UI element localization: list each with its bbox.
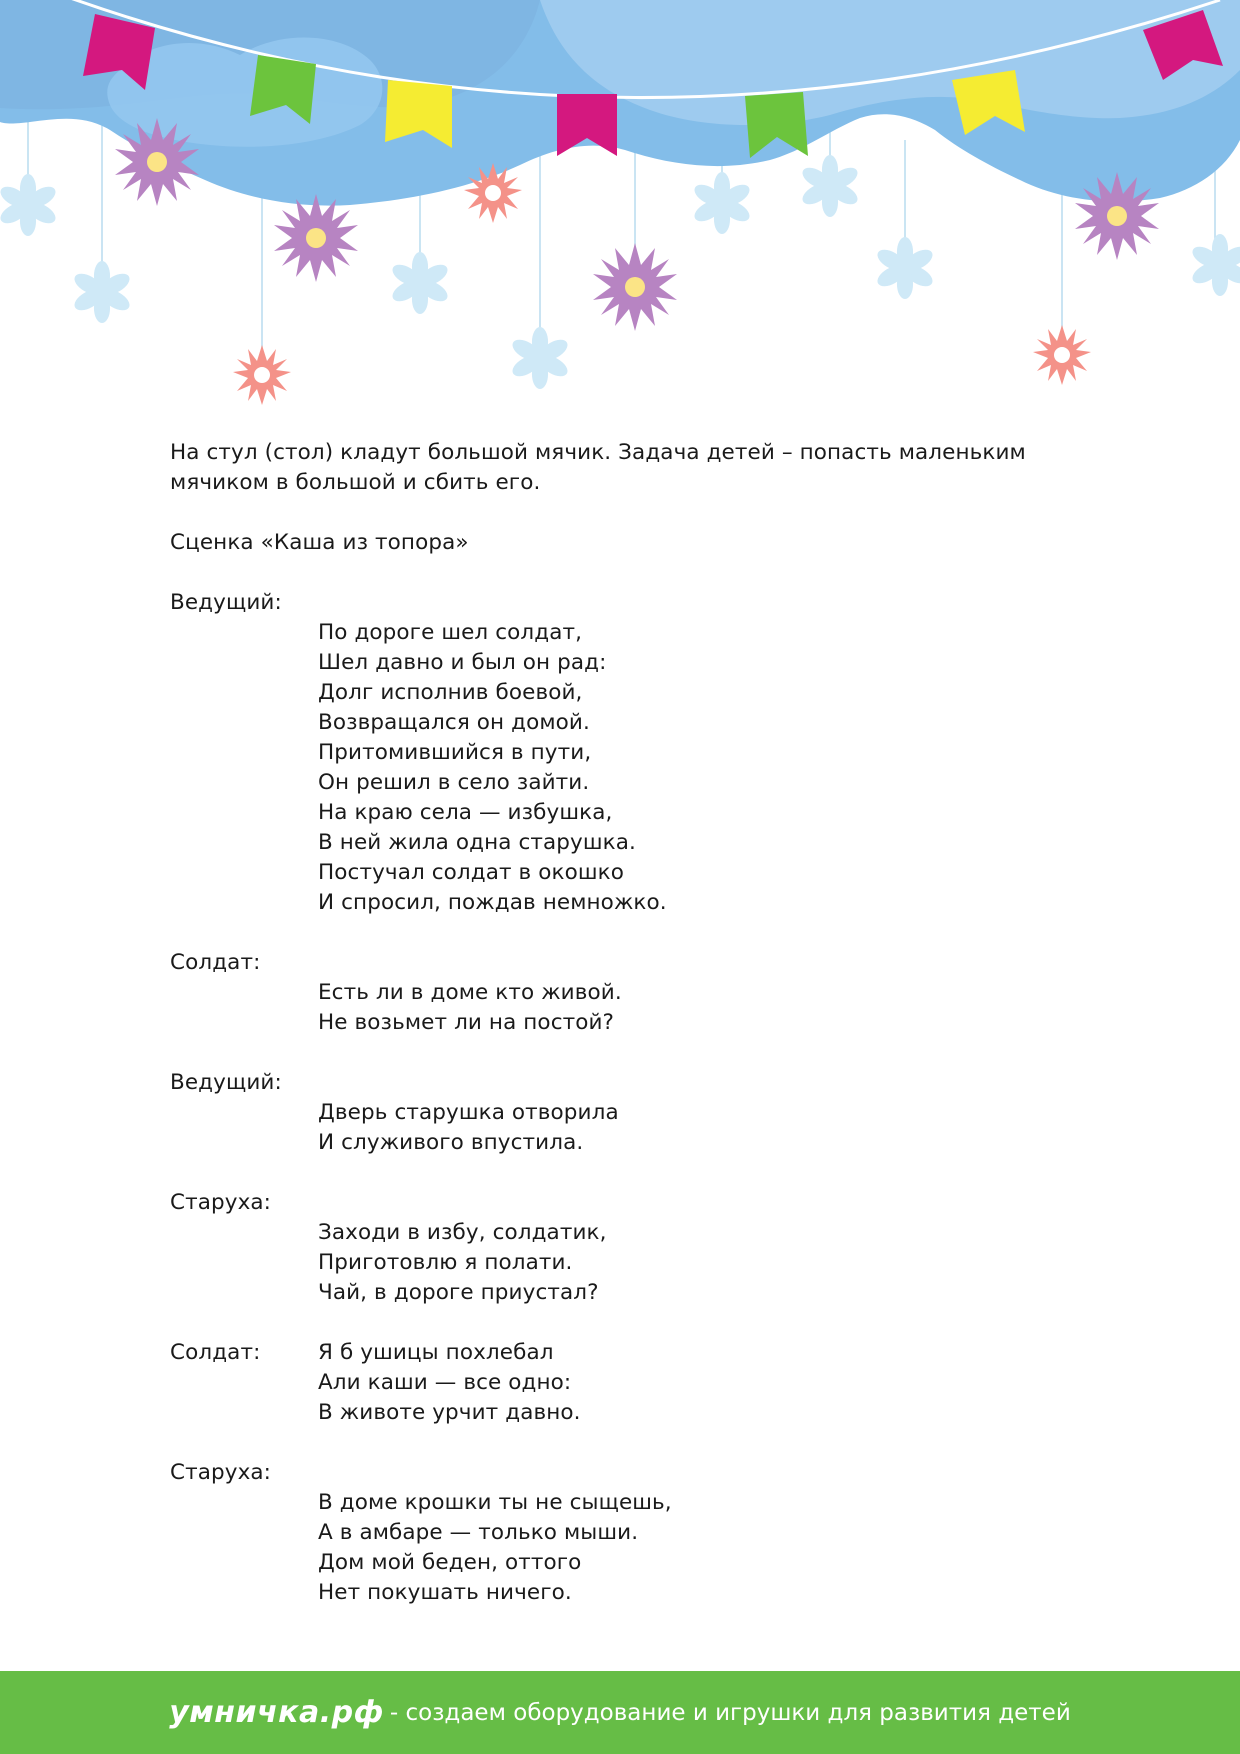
dialogue-block [170, 948, 1090, 1038]
verse-line: Нет покушать ничего. [318, 1580, 572, 1605]
verse-line: Постучал солдат в окошко [318, 860, 624, 885]
verse-lines [170, 1338, 1090, 1428]
clouds [0, 0, 1240, 206]
intro-paragraph: На стул (стол) кладут большой мячик. Задача детей – попасть маленьким мячиком в большой и сбить его. [170, 440, 1026, 495]
footer-banner [0, 1671, 1240, 1754]
verse-lines [170, 1098, 1090, 1158]
verse-line: В ней жила одна старушка. [318, 830, 636, 855]
brand-logo-text[interactable]: умничка.рф [169, 1695, 384, 1730]
verse-line: По дороге шел солдат, [318, 620, 583, 645]
verse-line: Есть ли в доме кто живой. [318, 980, 622, 1005]
speaker-name: Старуха: [170, 1460, 272, 1485]
scene-title: Сценка «Каша из топора» [170, 530, 469, 555]
dialogue-block [170, 1068, 1090, 1158]
dialogue-block [170, 588, 1090, 918]
verse-line: На краю села — избушка, [318, 800, 613, 825]
verse-line: Не возьмет ли на постой? [318, 1010, 615, 1035]
verse-line: Дом мой беден, оттого [318, 1550, 582, 1575]
verse-lines [170, 618, 1090, 918]
dialogue-block [170, 1338, 1090, 1428]
verse-line: И спросил, пождав немножко. [318, 890, 667, 915]
verse-line: Приготовлю я полати. [318, 1250, 573, 1275]
verse-lines [170, 978, 1090, 1038]
verse-line: Али каши — все одно: [318, 1370, 572, 1395]
footer-tagline: - создаем оборудование и игрушки для развития детей [389, 1699, 1071, 1726]
verse-line: Долг исполнив боевой, [318, 680, 583, 705]
verse-line: В животе урчит давно. [318, 1400, 581, 1425]
verse-line: Притомившийся в пути, [318, 740, 592, 765]
verse-line: Чай, в дороге приустал? [318, 1280, 599, 1305]
verse-line: Возвращался он домой. [318, 710, 590, 735]
speaker-name: Ведущий: [170, 1070, 282, 1095]
verse-line: А в амбаре — только мыши. [318, 1520, 639, 1545]
verse-line: Заходи в избу, солдатик, [318, 1220, 607, 1245]
dialogue-block [170, 1458, 1090, 1608]
verse-line: Шел давно и был он рад: [318, 650, 607, 675]
verse-line: Я б ушицы похлебал [318, 1340, 554, 1365]
speaker-name: Ведущий: [170, 590, 282, 615]
document-body [170, 438, 1090, 1638]
speaker-name: Солдат: [170, 1340, 261, 1365]
header-illustration [0, 0, 1240, 420]
verse-line: В доме крошки ты не сыщешь, [318, 1490, 672, 1515]
verse-line: Дверь старушка отворила [318, 1100, 619, 1125]
dialogue-block [170, 1188, 1090, 1308]
verse-line: И служивого впустила. [318, 1130, 584, 1155]
verse-lines [170, 1488, 1090, 1608]
verse-line: Он решил в село зайти. [318, 770, 590, 795]
speaker-name: Солдат: [170, 950, 261, 975]
verse-lines [170, 1218, 1090, 1308]
speaker-name: Старуха: [170, 1190, 272, 1215]
